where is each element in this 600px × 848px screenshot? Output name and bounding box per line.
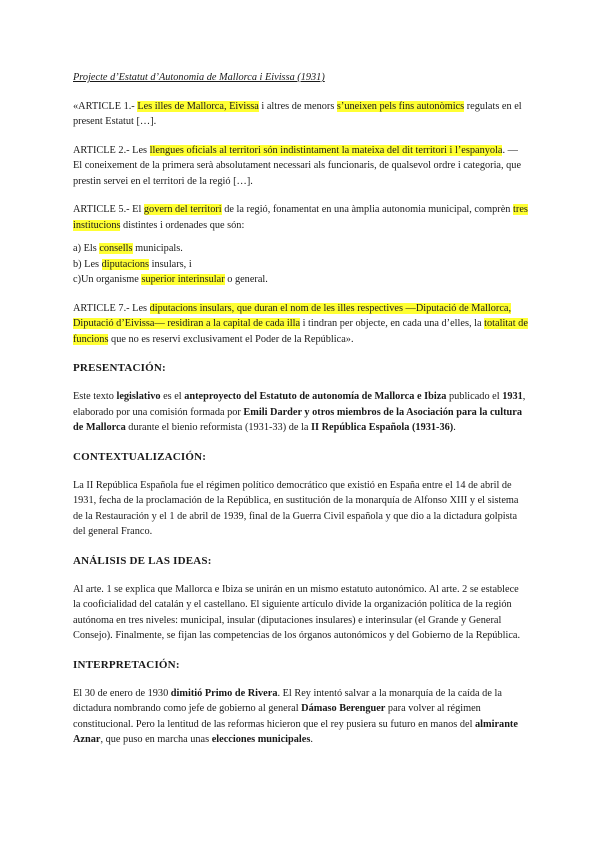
bold-text: Emili Darder y otros miembros de la Asociación para la cultura de Mallorca	[73, 406, 522, 433]
interpretacion-text	[73, 686, 528, 748]
text-span: es el	[160, 391, 185, 402]
text-span: El 30 de enero de 1930	[73, 687, 171, 699]
article-7	[73, 301, 528, 348]
article-5	[73, 202, 528, 233]
text-span: ARTICLE 2.- Les	[73, 144, 150, 156]
text-span: c)Un organisme	[73, 274, 142, 285]
bold-text: Dámaso Berenguer	[301, 703, 386, 714]
text-span: que no es reservi exclusivament el Poder de la República».	[108, 333, 354, 345]
list-item	[73, 241, 528, 257]
analisis-heading: ANÁLISIS DE LAS IDEAS:	[73, 554, 212, 567]
highlight: govern del territori	[143, 204, 222, 215]
presentacion-text	[73, 389, 528, 436]
text-span: . El Rey intentó salvar a la monarquía de la caída de la dictadura nombrando como jefe de gobierno al general	[73, 687, 502, 714]
highlight: consells	[99, 243, 133, 254]
bold-text: elecciones municipales	[211, 734, 311, 745]
text-span: para volver al régimen constitucional. Pero la lentitud de las reformas hicieron que el rey pusiera su futuro en manos del	[73, 703, 481, 730]
text-span: municipals.	[132, 243, 183, 254]
bold-text: II República Española (1931-36)	[311, 422, 454, 433]
text-span: durante el bienio reformista (1931-33) de la	[125, 422, 311, 433]
text-span: o general.	[224, 274, 268, 285]
text-span: a) Els	[73, 243, 100, 254]
contextualizacion-heading: CONTEXTUALIZACIÓN:	[73, 450, 207, 463]
bold-text: anteproyecto del Estatuto de autonomía de Mallorca e Ibiza	[184, 391, 447, 402]
text-span: «ARTICLE 1.-	[73, 100, 138, 112]
interpretacion-heading: INTERPRETACIÓN:	[73, 658, 180, 671]
list-item	[73, 257, 528, 273]
bold-text: dimitió Primo de Rivera	[170, 687, 278, 699]
text-span: . — El coneixement de la primera serà absolutament necessari als funcionaris, de qualsevol ordre i categoria, que prestin servei en el territori de la regió […].	[73, 144, 522, 187]
article-2	[73, 143, 528, 190]
analisis-text: Al arte. 1 se explica que Mallorca e Ibiza se unirán en un mismo estatuto autonómico. Al arte. 2 se establece la cooficialidad del catalán y el castellano. El siguiente artículo divide la organización política de la región autónoma en tres niveles: municipal, insular (diputaciones insulares) e interinsular (el Grande y General Consejo). Finalmente, se fijan las competencias de los órganos autonómicos y del Gobierno de la República.	[73, 583, 521, 641]
text-span: de la regió, fonamentat en una àmplia autonomia municipal, comprèn	[221, 204, 514, 215]
presentacion-heading: PRESENTACIÓN:	[73, 362, 166, 374]
text-span: distintes i ordenades que són:	[120, 219, 245, 231]
text-span: i tindran per objecte, en cada una d’elles, la	[300, 318, 485, 329]
article-1	[73, 99, 528, 130]
text-span: ARTICLE 7.- Les	[73, 302, 150, 314]
highlight: superior interinsular	[141, 274, 225, 285]
text-span: regulats en el present Estatut […].	[73, 100, 522, 127]
text-span: publicado el	[446, 391, 503, 402]
highlight: s’uneixen pels fins autonòmics	[336, 100, 465, 112]
text-span: .	[453, 422, 456, 433]
bold-text: 1931	[502, 391, 523, 402]
highlight: totalitat de funcions	[73, 318, 528, 345]
text-span: i altres de menors	[258, 100, 337, 112]
text-span: Este texto	[73, 391, 117, 402]
institutions-list	[73, 241, 528, 288]
highlight: tres institucions	[73, 204, 528, 231]
document-title: Projecte d’Estatut d’Autonomia de Mallorca i Eivissa (1931)	[73, 72, 325, 83]
text-span: , elaborado por una comisión formada por	[73, 391, 526, 418]
text-span: , que puso en marcha unas	[100, 734, 212, 745]
highlight: llengues oficials al territori són indistintament la mateixa del dit territori i l’espanyola	[149, 144, 503, 156]
bold-text: almirante Aznar	[73, 718, 518, 745]
bold-text: legislativo	[116, 391, 161, 402]
text-span: ARTICLE 5.- El	[73, 204, 144, 215]
text-span: b) Les	[73, 258, 102, 270]
list-item	[73, 272, 528, 288]
contextualizacion-text: La II República Española fue el régimen político democrático que existió en España entre el 14 de abril de 1931, fecha de la proclamación de la República, en sustitución de la monarquía de Alfonso XIII y el sistema de la Restauración y el 1 de abril de 1939, final de la Guerra Civil española y que dio a la dictadura golpista del general Franco.	[73, 479, 519, 537]
highlight: diputacions insulars, que duran el nom de les illes respectives —Diputació de Mallorca, Diputació d’Eivissa— residiran a la capital de cada illa	[73, 302, 512, 329]
highlight: Les illes de Mallorca, Eivissa	[137, 100, 259, 112]
text-span: .	[310, 734, 313, 745]
text-span: insulars, i	[149, 258, 192, 270]
highlight: diputacions	[101, 258, 150, 270]
